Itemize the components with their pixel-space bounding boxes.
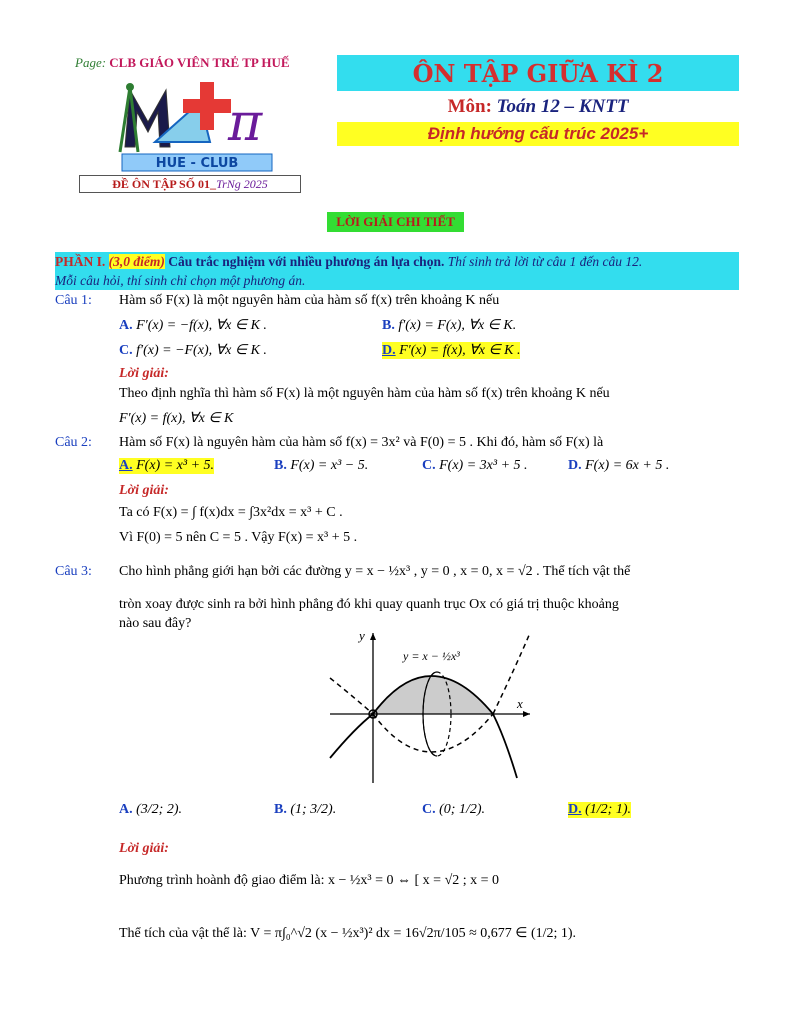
q3-option-a[interactable]: A. (3/2; 2).: [119, 802, 183, 817]
orientation-banner: Định hướng cấu trúc 2025+: [337, 122, 739, 146]
part1-banner: PHẦN I. (3,0 điểm) Câu trắc nghiệm với nhiều phương án lựa chọn. Thí sinh trả lời từ câu 1 đến câu 12. Mỗi câu hỏi, thí sinh chỉ chọn một phương án.: [55, 252, 739, 290]
q1-option-d[interactable]: D. F′(x) = f(x), ∀x ∈ K .: [382, 343, 521, 358]
q1-option-a[interactable]: A. F′(x) = −f(x), ∀x ∈ K .: [119, 318, 267, 333]
q1-solution-line2: F′(x) = f(x), ∀x ∈ K: [119, 411, 234, 426]
q3-solution-label: Lời giải:: [119, 841, 169, 856]
q3-solution-line2: Thể tích của vật thể là: V = π∫₀^√2 (x − ½x³)² dx = 16√2π/105 ≈ 0,677 ∈ (1/2; 1).: [119, 926, 577, 941]
q1-solution-line1: Theo định nghĩa thì hàm số F(x) là một nguyên hàm của hàm số f(x) trên khoảng K nếu: [119, 386, 610, 401]
q1-option-c[interactable]: C. f′(x) = −F(x), ∀x ∈ K .: [119, 343, 267, 358]
logo-text: HUE - CLUB: [155, 156, 239, 171]
q3-graph: [325, 628, 535, 788]
club-logo: [100, 72, 290, 172]
page-label: Page: CLB GIÁO VIÊN TRẺ TP HUẾ: [75, 55, 290, 70]
exam-number: ĐỀ ÔN TẬP SỐ 01_TrNg 2025: [79, 175, 301, 193]
q3-stem-line2: tròn xoay được sinh ra bởi hình phẳng đó khi quay quanh trục Ox có giá trị thuộc khoảng: [119, 597, 619, 612]
solution-heading: LỜI GIẢI CHI TIẾT: [327, 212, 464, 232]
q2-solution-line1: Ta có F(x) = ∫ f(x)dx = ∫3x²dx = x³ + C .: [119, 505, 343, 520]
graph-y-label: y: [359, 628, 365, 643]
q3-stem-line1: Cho hình phẳng giới hạn bởi các đường y = x − ½x³ , y = 0 , x = 0, x = √2 . Thể tích vật thể: [119, 564, 631, 579]
q3-option-b[interactable]: B. (1; 3/2).: [274, 802, 337, 817]
q3-stem-line3: nào sau đây?: [119, 616, 192, 631]
subject: Môn: Toán 12 – KNTT: [447, 96, 629, 117]
q1-option-b[interactable]: B. f′(x) = F(x), ∀x ∈ K.: [382, 318, 517, 333]
q2-solution-line2: Vì F(0) = 5 nên C = 5 . Vậy F(x) = x³ + 5 .: [119, 530, 358, 545]
q1-solution-label: Lời giải:: [119, 366, 169, 381]
q3-solution-line1: Phương trình hoành độ giao điểm là: x − ½x³ = 0 ⇔ [ x = √2 ; x = 0: [119, 873, 500, 888]
q3-option-c[interactable]: C. (0; 1/2).: [422, 802, 486, 817]
q2-solution-label: Lời giải:: [119, 483, 169, 498]
q2-option-d[interactable]: D. F(x) = 6x + 5 .: [568, 458, 670, 473]
graph-curve-label: y = x − ½x³: [403, 649, 460, 663]
q2-option-b[interactable]: B. F(x) = x³ − 5.: [274, 458, 369, 473]
q1-label: Câu 1:: [55, 293, 92, 308]
q3-label: Câu 3:: [55, 564, 92, 579]
q3-option-d[interactable]: D. (1/2; 1).: [568, 802, 632, 817]
q2-option-a[interactable]: A. F(x) = x³ + 5.: [119, 458, 215, 473]
svg-text:π: π: [228, 93, 263, 153]
page-title: ÔN TẬP GIỮA KÌ 2: [337, 55, 739, 91]
graph-x-label: x: [517, 696, 523, 711]
q1-stem: Hàm số F(x) là một nguyên hàm của hàm số f(x) trên khoảng K nếu: [119, 293, 500, 308]
q2-stem: Hàm số F(x) là nguyên hàm của hàm số f(x) = 3x² và F(0) = 5 . Khi đó, hàm số F(x) là: [119, 435, 604, 450]
q2-label: Câu 2:: [55, 435, 92, 450]
q2-option-c[interactable]: C. F(x) = 3x³ + 5 .: [422, 458, 528, 473]
